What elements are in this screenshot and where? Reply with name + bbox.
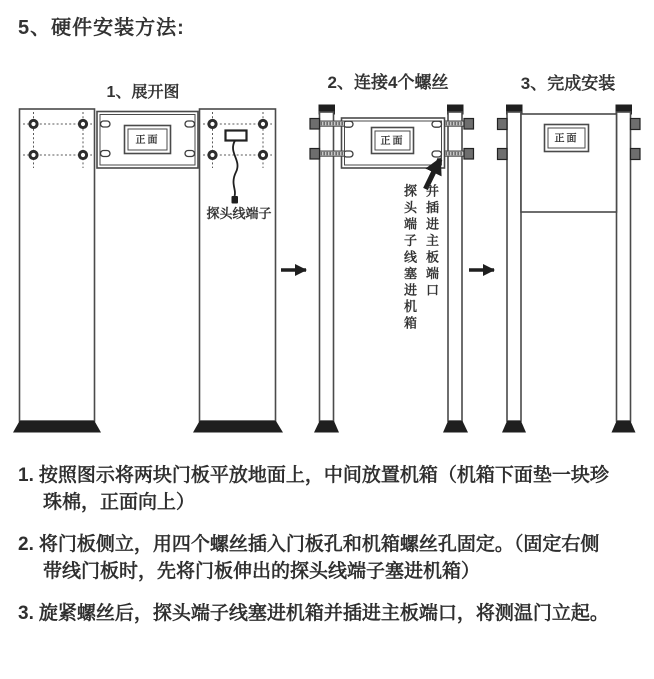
panel-base	[193, 421, 283, 433]
callout-note-right: 并插进主板端口	[424, 184, 439, 300]
screw-head	[310, 119, 320, 130]
front-label: 正面	[135, 135, 160, 146]
post-foot	[502, 421, 526, 433]
screw-slot	[432, 151, 442, 157]
door-post-left	[507, 112, 521, 421]
screw-hole	[30, 151, 37, 158]
step1-label: 1、展开图	[106, 84, 180, 101]
screw-hole	[79, 151, 86, 158]
screw-head	[464, 119, 474, 130]
screw-hole	[30, 120, 37, 127]
step3-label: 3、完成安装	[520, 74, 616, 93]
panel-base	[13, 421, 101, 433]
screw-hole	[209, 151, 216, 158]
door-post-right	[448, 112, 462, 421]
instruction-1	[18, 462, 618, 516]
screw-slot	[185, 121, 195, 127]
step1-diagram	[13, 82, 283, 433]
screw-slot	[185, 151, 195, 157]
screw-hole	[79, 120, 86, 127]
door-post-right	[617, 112, 631, 421]
front-label: 正面	[380, 136, 405, 147]
screw-head	[631, 149, 641, 160]
screw-slot	[101, 151, 111, 157]
screw-head	[310, 149, 320, 160]
instruction-3	[18, 600, 618, 627]
instruction-3-number: 3.	[18, 603, 34, 624]
step2-diagram	[310, 72, 474, 433]
step3-diagram	[498, 73, 641, 433]
screw-slot	[101, 121, 111, 127]
instruction-2-number: 2.	[18, 534, 34, 555]
post-foot	[612, 421, 636, 433]
screw-head	[498, 119, 508, 130]
screw-hole	[259, 151, 266, 158]
probe-connector	[226, 131, 247, 141]
screw-slot	[432, 121, 442, 127]
screw-shaft	[320, 151, 345, 156]
door-post-left	[320, 112, 334, 421]
screw-head	[498, 149, 508, 160]
probe-terminal-label: 探头线端子	[206, 206, 272, 221]
probe-terminal	[232, 196, 239, 204]
post-foot	[314, 421, 339, 433]
front-label: 正面	[554, 133, 579, 145]
screw-head	[464, 149, 474, 160]
instruction-1-number: 1.	[18, 465, 34, 486]
post-foot	[443, 421, 468, 433]
page-title: 5、硬件安装方法:	[18, 17, 185, 39]
instruction-1-text: 按照图示将两块门板平放地面上，中间放置机箱（机箱下面垫一块珍珠棉，正面向上）	[38, 465, 609, 513]
instruction-2	[18, 531, 618, 585]
screw-head	[631, 119, 641, 130]
instruction-2-text: 将门板侧立，用四个螺丝插入门板孔和机箱螺丝孔固定。（固定右侧带线门板时，先将门板伸出的探头线端子塞进机箱）	[38, 534, 600, 582]
callout-note-left: 探头端子线塞进机箱	[402, 184, 417, 333]
screw-shaft	[320, 121, 345, 126]
instruction-list	[18, 462, 618, 642]
screw-hole	[209, 120, 216, 127]
screw-hole	[259, 120, 266, 127]
step2-label: 2、连接4个螺丝	[327, 73, 449, 92]
instruction-3-text: 旋紧螺丝后，探头端子线塞进机箱并插进主板端口，将测温门立起。	[38, 603, 609, 624]
